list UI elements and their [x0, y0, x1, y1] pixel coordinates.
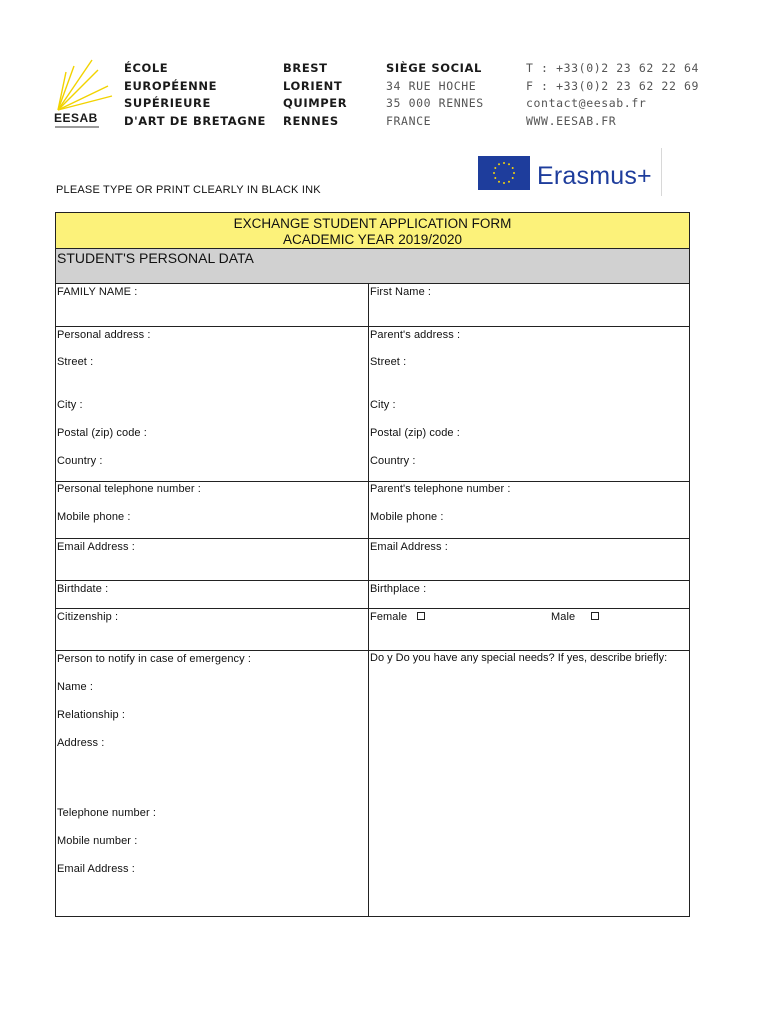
- form-title-line1: EXCHANGE STUDENT APPLICATION FORM: [233, 216, 512, 231]
- erasmus-divider: [661, 148, 662, 196]
- female-checkbox[interactable]: [417, 612, 425, 620]
- emergency-address-field[interactable]: Address :: [57, 737, 105, 749]
- contact-info: [526, 60, 699, 130]
- personal-address-label: Personal address :: [57, 329, 151, 341]
- erasmus-logo: [476, 148, 662, 196]
- birthplace-field[interactable]: Birthplace :: [370, 583, 427, 595]
- personal-phone-field[interactable]: Personal telephone number :: [57, 483, 201, 495]
- city-field[interactable]: City :: [57, 399, 83, 411]
- emergency-mobile-field[interactable]: Mobile number :: [57, 835, 138, 847]
- parent-country-field[interactable]: Country :: [370, 455, 416, 467]
- citizenship-field[interactable]: Citizenship :: [57, 611, 119, 623]
- fax-line: F : +33(0)2 23 62 22 69: [526, 78, 700, 93]
- female-label: Female: [370, 611, 408, 623]
- hq-line: FRANCE: [386, 113, 432, 128]
- eu-flag-icon: [478, 156, 530, 190]
- parent-phone-field[interactable]: Parent's telephone number :: [370, 483, 511, 495]
- eesab-logo: [46, 56, 126, 132]
- school-line: D'ART DE BRETAGNE: [124, 113, 267, 128]
- logo-rays-icon: [46, 56, 126, 116]
- application-form: [55, 212, 690, 917]
- row-divider: [56, 481, 689, 482]
- parent-postal-code-field[interactable]: Postal (zip) code :: [370, 427, 460, 439]
- street-field[interactable]: Street :: [57, 356, 94, 368]
- form-title-line2: ACADEMIC YEAR 2019/2020: [282, 232, 463, 247]
- parents-address-label: Parent's address :: [370, 329, 461, 341]
- parent-street-field[interactable]: Street :: [370, 356, 407, 368]
- city-line: QUIMPER: [283, 96, 348, 111]
- emergency-telephone-field[interactable]: Telephone number :: [57, 807, 157, 819]
- row-divider: [56, 608, 689, 609]
- row-divider: [56, 650, 689, 651]
- emergency-email-field[interactable]: Email Address :: [57, 863, 135, 875]
- hq-title: SIÈGE SOCIAL: [386, 61, 482, 75]
- birthdate-field[interactable]: Birthdate :: [57, 583, 109, 595]
- parent-city-field[interactable]: City :: [370, 399, 396, 411]
- male-option[interactable]: [551, 611, 599, 623]
- hq-line: 34 RUE HOCHE: [386, 78, 477, 93]
- city-line: RENNES: [283, 113, 339, 128]
- first-name-field[interactable]: First Name :: [370, 286, 432, 298]
- row-divider: [56, 580, 689, 581]
- special-needs-field[interactable]: Do y Do you have any special needs? If yes, describe briefly:: [370, 652, 668, 664]
- female-option[interactable]: [370, 611, 425, 623]
- row-divider: [56, 538, 689, 539]
- male-checkbox[interactable]: [591, 612, 599, 620]
- country-field[interactable]: Country :: [57, 455, 103, 467]
- mobile-phone-field[interactable]: Mobile phone :: [57, 511, 131, 523]
- school-line: SUPÉRIEURE: [124, 96, 211, 111]
- instructions-text: PLEASE TYPE OR PRINT CLEARLY IN BLACK INK: [56, 184, 321, 196]
- school-line: ÉCOLE: [124, 61, 169, 75]
- hq-line: 35 000 RENNES: [386, 96, 484, 111]
- head-office: [386, 60, 484, 130]
- emergency-contact-label: Person to notify in case of emergency :: [57, 653, 252, 665]
- logo-underline: [55, 126, 99, 128]
- campus-cities: [283, 60, 347, 130]
- form-title: [56, 213, 689, 249]
- emergency-name-field[interactable]: Name :: [57, 681, 94, 693]
- city-line: BREST: [283, 61, 328, 75]
- row-divider: [56, 326, 689, 327]
- column-divider: [368, 284, 369, 917]
- school-name: [124, 60, 266, 130]
- website-link[interactable]: WWW.EESAB.FR: [526, 113, 617, 128]
- erasmus-wordmark: Erasmus+: [537, 162, 652, 190]
- section-header: STUDENT'S PERSONAL DATA: [56, 249, 689, 284]
- logo-text: EESAB: [54, 111, 98, 125]
- parent-email-field[interactable]: Email Address :: [370, 541, 448, 553]
- school-line: EUROPÉENNE: [124, 78, 218, 93]
- family-name-field[interactable]: FAMILY NAME :: [57, 286, 138, 298]
- email-field[interactable]: Email Address :: [57, 541, 135, 553]
- city-line: LORIENT: [283, 78, 343, 93]
- phone-line: T : +33(0)2 23 62 22 64: [526, 61, 700, 75]
- email-link[interactable]: contact@eesab.fr: [526, 96, 647, 111]
- parent-mobile-field[interactable]: Mobile phone :: [370, 511, 444, 523]
- postal-code-field[interactable]: Postal (zip) code :: [57, 427, 147, 439]
- relationship-field[interactable]: Relationship :: [57, 709, 126, 721]
- male-label: Male: [551, 611, 576, 623]
